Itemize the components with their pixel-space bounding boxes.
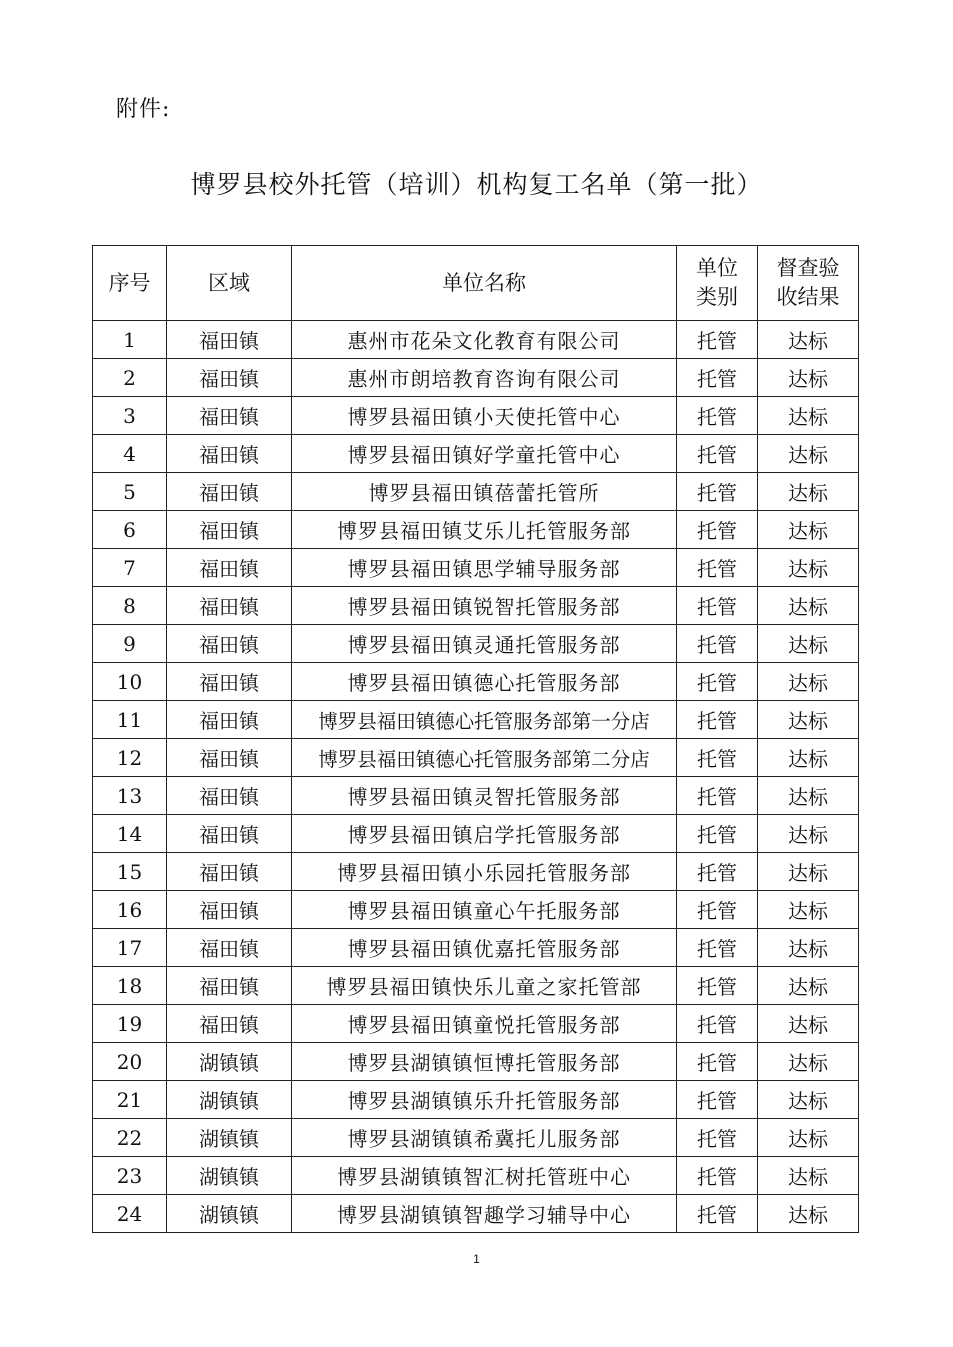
row-number: 15	[93, 853, 167, 891]
row-number: 1	[93, 321, 167, 359]
row-name: 博罗县湖镇镇智趣学习辅导中心	[292, 1195, 677, 1233]
row-number: 20	[93, 1043, 167, 1081]
row-region: 湖镇镇	[167, 1119, 292, 1157]
table-row	[93, 473, 859, 511]
row-result: 达标	[758, 891, 859, 929]
row-region: 福田镇	[167, 473, 292, 511]
row-name: 博罗县湖镇镇恒博托管服务部	[292, 1043, 677, 1081]
row-result: 达标	[758, 473, 859, 511]
row-result: 达标	[758, 397, 859, 435]
row-category: 托管	[677, 587, 758, 625]
row-category: 托管	[677, 929, 758, 967]
row-name: 惠州市朗培教育咨询有限公司	[292, 359, 677, 397]
header-region: 区域	[167, 246, 292, 321]
row-name: 博罗县福田镇锐智托管服务部	[292, 587, 677, 625]
table-header-row	[93, 246, 859, 321]
row-result: 达标	[758, 511, 859, 549]
header-name: 单位名称	[292, 246, 677, 321]
row-name: 博罗县福田镇德心托管服务部第二分店	[292, 739, 677, 777]
row-number: 19	[93, 1005, 167, 1043]
row-number: 22	[93, 1119, 167, 1157]
row-number: 3	[93, 397, 167, 435]
row-name: 博罗县福田镇小乐园托管服务部	[292, 853, 677, 891]
row-category: 托管	[677, 663, 758, 701]
row-name: 博罗县湖镇镇乐升托管服务部	[292, 1081, 677, 1119]
row-region: 福田镇	[167, 511, 292, 549]
row-category: 托管	[677, 1043, 758, 1081]
table-row	[93, 1157, 859, 1195]
row-name: 博罗县福田镇灵智托管服务部	[292, 777, 677, 815]
row-category: 托管	[677, 435, 758, 473]
row-category: 托管	[677, 853, 758, 891]
table-row	[93, 359, 859, 397]
row-category: 托管	[677, 777, 758, 815]
row-number: 10	[93, 663, 167, 701]
row-category: 托管	[677, 359, 758, 397]
table-row	[93, 663, 859, 701]
row-region: 福田镇	[167, 397, 292, 435]
row-result: 达标	[758, 777, 859, 815]
row-category: 托管	[677, 967, 758, 1005]
row-number: 12	[93, 739, 167, 777]
row-result: 达标	[758, 663, 859, 701]
row-name: 博罗县福田镇思学辅导服务部	[292, 549, 677, 587]
row-name: 博罗县福田镇好学童托管中心	[292, 435, 677, 473]
row-name: 博罗县湖镇镇希冀托儿服务部	[292, 1119, 677, 1157]
row-name: 博罗县福田镇德心托管服务部第一分店	[292, 701, 677, 739]
row-category: 托管	[677, 511, 758, 549]
row-category: 托管	[677, 1081, 758, 1119]
header-result	[758, 246, 859, 321]
table-row	[93, 1119, 859, 1157]
row-region: 福田镇	[167, 815, 292, 853]
header-category-text: 单位 类别	[696, 256, 738, 309]
table-row	[93, 1081, 859, 1119]
row-region: 福田镇	[167, 929, 292, 967]
row-category: 托管	[677, 1195, 758, 1233]
row-region: 湖镇镇	[167, 1081, 292, 1119]
row-region: 湖镇镇	[167, 1195, 292, 1233]
document-title: 博罗县校外托管（培训）机构复工名单（第一批）	[190, 170, 763, 199]
row-number: 14	[93, 815, 167, 853]
row-number: 17	[93, 929, 167, 967]
table-row	[93, 739, 859, 777]
row-name: 博罗县福田镇小天使托管中心	[292, 397, 677, 435]
row-name: 博罗县福田镇童悦托管服务部	[292, 1005, 677, 1043]
row-result: 达标	[758, 1195, 859, 1233]
row-name: 博罗县福田镇德心托管服务部	[292, 663, 677, 701]
row-number: 6	[93, 511, 167, 549]
row-region: 福田镇	[167, 321, 292, 359]
row-result: 达标	[758, 549, 859, 587]
table-row	[93, 321, 859, 359]
row-name: 博罗县福田镇灵通托管服务部	[292, 625, 677, 663]
row-number: 2	[93, 359, 167, 397]
row-result: 达标	[758, 625, 859, 663]
header-category	[677, 246, 758, 321]
row-number: 11	[93, 701, 167, 739]
row-category: 托管	[677, 625, 758, 663]
row-category: 托管	[677, 815, 758, 853]
row-region: 福田镇	[167, 625, 292, 663]
row-number: 4	[93, 435, 167, 473]
row-result: 达标	[758, 929, 859, 967]
table-row	[93, 1195, 859, 1233]
row-result: 达标	[758, 1005, 859, 1043]
header-result-text: 督查验 收结果	[776, 256, 840, 309]
row-category: 托管	[677, 701, 758, 739]
row-name: 博罗县福田镇蓓蕾托管所	[292, 473, 677, 511]
table-row	[93, 549, 859, 587]
row-name: 惠州市花朵文化教育有限公司	[292, 321, 677, 359]
header-no: 序号	[93, 246, 167, 321]
table-row	[93, 701, 859, 739]
row-region: 福田镇	[167, 739, 292, 777]
row-region: 湖镇镇	[167, 1043, 292, 1081]
row-name: 博罗县福田镇优嘉托管服务部	[292, 929, 677, 967]
row-name: 博罗县福田镇启学托管服务部	[292, 815, 677, 853]
table-row	[93, 1005, 859, 1043]
row-category: 托管	[677, 549, 758, 587]
row-result: 达标	[758, 1043, 859, 1081]
table-row	[93, 929, 859, 967]
row-region: 福田镇	[167, 701, 292, 739]
row-category: 托管	[677, 891, 758, 929]
table-row	[93, 1043, 859, 1081]
row-region: 福田镇	[167, 359, 292, 397]
attachment-label: 附件:	[116, 97, 171, 122]
row-result: 达标	[758, 435, 859, 473]
row-number: 23	[93, 1157, 167, 1195]
row-name: 博罗县福田镇快乐儿童之家托管部	[292, 967, 677, 1005]
table-row	[93, 967, 859, 1005]
table-row	[93, 625, 859, 663]
row-region: 福田镇	[167, 435, 292, 473]
row-number: 16	[93, 891, 167, 929]
row-result: 达标	[758, 1157, 859, 1195]
row-result: 达标	[758, 701, 859, 739]
row-number: 8	[93, 587, 167, 625]
row-number: 9	[93, 625, 167, 663]
row-category: 托管	[677, 1157, 758, 1195]
table-row	[93, 511, 859, 549]
row-category: 托管	[677, 397, 758, 435]
row-category: 托管	[677, 321, 758, 359]
table-row	[93, 587, 859, 625]
row-region: 福田镇	[167, 853, 292, 891]
row-name: 博罗县福田镇艾乐儿托管服务部	[292, 511, 677, 549]
row-number: 13	[93, 777, 167, 815]
row-number: 24	[93, 1195, 167, 1233]
row-region: 福田镇	[167, 967, 292, 1005]
row-region: 福田镇	[167, 891, 292, 929]
row-number: 5	[93, 473, 167, 511]
row-number: 21	[93, 1081, 167, 1119]
row-result: 达标	[758, 1119, 859, 1157]
row-category: 托管	[677, 739, 758, 777]
row-category: 托管	[677, 1119, 758, 1157]
row-category: 托管	[677, 1005, 758, 1043]
row-result: 达标	[758, 853, 859, 891]
row-name: 博罗县福田镇童心午托服务部	[292, 891, 677, 929]
row-result: 达标	[758, 359, 859, 397]
row-result: 达标	[758, 815, 859, 853]
row-region: 福田镇	[167, 663, 292, 701]
table-row	[93, 815, 859, 853]
row-region: 湖镇镇	[167, 1157, 292, 1195]
row-region: 福田镇	[167, 549, 292, 587]
table-row	[93, 891, 859, 929]
row-category: 托管	[677, 473, 758, 511]
row-result: 达标	[758, 321, 859, 359]
row-region: 福田镇	[167, 1005, 292, 1043]
row-result: 达标	[758, 587, 859, 625]
table-row	[93, 777, 859, 815]
table-row	[93, 435, 859, 473]
row-result: 达标	[758, 967, 859, 1005]
row-name: 博罗县湖镇镇智汇树托管班中心	[292, 1157, 677, 1195]
row-region: 福田镇	[167, 587, 292, 625]
table-row	[93, 853, 859, 891]
row-number: 7	[93, 549, 167, 587]
row-result: 达标	[758, 739, 859, 777]
table-row	[93, 397, 859, 435]
page-number: 1	[473, 1252, 480, 1266]
row-number: 18	[93, 967, 167, 1005]
row-result: 达标	[758, 1081, 859, 1119]
row-region: 福田镇	[167, 777, 292, 815]
institution-table	[92, 245, 859, 1233]
